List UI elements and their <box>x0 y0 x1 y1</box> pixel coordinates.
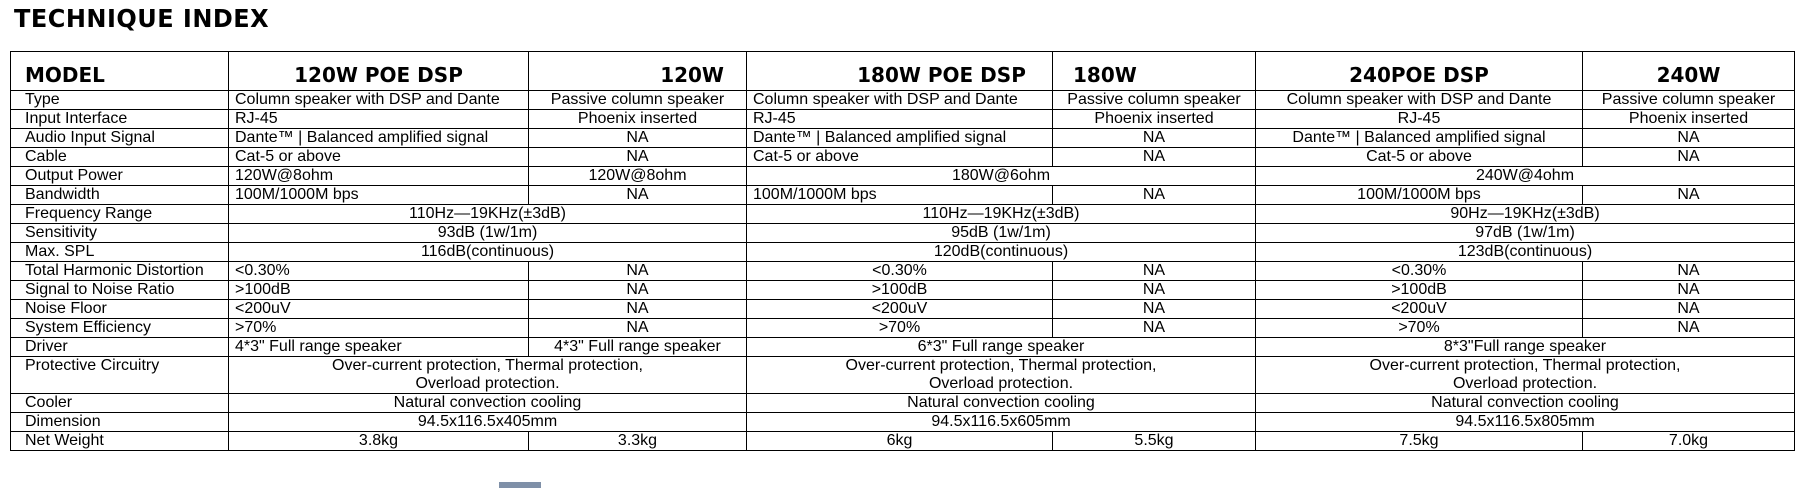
table-cell: 7.5kg <box>1256 432 1583 451</box>
table-cell <box>229 357 747 394</box>
table-cell: Cat-5 or above <box>1256 148 1583 167</box>
table-row-system-efficiency <box>11 319 1795 338</box>
cell-line: Overload protection. <box>415 375 560 392</box>
cell-line: Over-current protection, Thermal protection, <box>1369 357 1681 374</box>
table-row-dimension <box>11 413 1795 432</box>
table-cell: Passive column speaker <box>1053 91 1256 110</box>
table-cell: 240W@4ohm <box>1256 167 1795 186</box>
table-cell: <0.30% <box>747 262 1053 281</box>
table-cell: NA <box>1053 262 1256 281</box>
table-row-cooler <box>11 394 1795 413</box>
page-title: TECHNIQUE INDEX <box>14 4 270 33</box>
table-cell: 6*3" Full range speaker <box>747 338 1256 357</box>
table-cell: Dante™ | Balanced amplified signal <box>229 129 529 148</box>
table-cell: NA <box>529 186 747 205</box>
table-cell: 7.0kg <box>1583 432 1795 451</box>
table-cell: <200uV <box>747 300 1053 319</box>
table-cell: NA <box>1583 262 1795 281</box>
table-cell: Natural convection cooling <box>747 394 1256 413</box>
table-cell: 120dB(continuous) <box>747 243 1256 262</box>
table-cell: 5.5kg <box>1053 432 1256 451</box>
table-cell: 110Hz—19KHz(±3dB) <box>747 205 1256 224</box>
table-cell: NA <box>529 319 747 338</box>
table-cell: 4*3" Full range speaker <box>529 338 747 357</box>
cell-line: Over-current protection, Thermal protection, <box>332 357 643 374</box>
table-row-protective-circuitry <box>11 357 1795 394</box>
table-cell: 116dB(continuous) <box>229 243 747 262</box>
row-label: Total Harmonic Distortion <box>11 262 229 281</box>
table-cell: >100dB <box>1256 281 1583 300</box>
row-label: Protective Circuitry <box>11 357 229 394</box>
table-cell: <0.30% <box>1256 262 1583 281</box>
row-label: Audio Input Signal <box>11 129 229 148</box>
table-cell: 3.8kg <box>229 432 529 451</box>
table-cell: 180W@6ohm <box>747 167 1256 186</box>
table-cell: 94.5x116.5x605mm <box>747 413 1256 432</box>
table-cell: NA <box>1053 300 1256 319</box>
table-cell: NA <box>1053 148 1256 167</box>
table-cell: 94.5x116.5x405mm <box>229 413 747 432</box>
table-cell: <200uV <box>229 300 529 319</box>
table-cell: Column speaker with DSP and Dante <box>1256 91 1583 110</box>
table-cell: <200uV <box>1256 300 1583 319</box>
table-cell: 90Hz—19KHz(±3dB) <box>1256 205 1795 224</box>
table-cell: RJ-45 <box>1256 110 1583 129</box>
table-cell: NA <box>1583 148 1795 167</box>
table-row-bandwidth <box>11 186 1795 205</box>
header-240w: 240W <box>1583 52 1795 91</box>
header-model: MODEL <box>11 52 229 91</box>
table-row-noise-floor <box>11 300 1795 319</box>
table-cell: 100M/1000M bps <box>229 186 529 205</box>
table-cell: 100M/1000M bps <box>747 186 1053 205</box>
table-cell: 94.5x116.5x805mm <box>1256 413 1795 432</box>
table-cell: Phoenix inserted <box>1053 110 1256 129</box>
table-cell: >70% <box>747 319 1053 338</box>
table-cell: >70% <box>229 319 529 338</box>
scroll-indicator[interactable] <box>499 482 541 488</box>
header-120w: 120W <box>529 52 747 91</box>
row-label: Input Interface <box>11 110 229 129</box>
table-cell: 3.3kg <box>529 432 747 451</box>
table-cell: NA <box>1053 281 1256 300</box>
row-label: System Efficiency <box>11 319 229 338</box>
table-cell: Column speaker with DSP and Dante <box>747 91 1053 110</box>
table-cell: NA <box>1053 129 1256 148</box>
table-cell: >70% <box>1256 319 1583 338</box>
table-cell <box>747 357 1256 394</box>
table-cell: NA <box>1583 319 1795 338</box>
row-label: Cooler <box>11 394 229 413</box>
table-cell: NA <box>529 262 747 281</box>
row-label: Sensitivity <box>11 224 229 243</box>
table-cell: NA <box>529 129 747 148</box>
table-row-frequency-range <box>11 205 1795 224</box>
row-label: Net Weight <box>11 432 229 451</box>
table-cell: 93dB (1w/1m) <box>229 224 747 243</box>
table-row-snr <box>11 281 1795 300</box>
table-cell: NA <box>529 148 747 167</box>
table-row-type <box>11 91 1795 110</box>
row-label: Max. SPL <box>11 243 229 262</box>
table-cell: Phoenix inserted <box>529 110 747 129</box>
technique-index-table <box>10 51 1795 451</box>
table-cell: Column speaker with DSP and Dante <box>229 91 529 110</box>
header-120w-poe-dsp: 120W POE DSP <box>229 52 529 91</box>
row-label: Type <box>11 91 229 110</box>
table-cell: 123dB(continuous) <box>1256 243 1795 262</box>
table-cell: NA <box>1583 186 1795 205</box>
table-header-row <box>11 52 1795 91</box>
table-cell <box>1256 357 1795 394</box>
table-cell: NA <box>1583 129 1795 148</box>
table-cell: RJ-45 <box>229 110 529 129</box>
header-180w: 180W <box>1053 52 1256 91</box>
header-180w-poe-dsp: 180W POE DSP <box>747 52 1053 91</box>
table-cell: >100dB <box>747 281 1053 300</box>
table-row-driver <box>11 338 1795 357</box>
table-cell: Phoenix inserted <box>1583 110 1795 129</box>
row-label: Signal to Noise Ratio <box>11 281 229 300</box>
table-cell: Dante™ | Balanced amplified signal <box>747 129 1053 148</box>
table-cell: RJ-45 <box>747 110 1053 129</box>
cell-line: Overload protection. <box>928 375 1074 392</box>
table-cell: NA <box>1583 300 1795 319</box>
table-row-thd <box>11 262 1795 281</box>
row-label: Noise Floor <box>11 300 229 319</box>
table-cell: <0.30% <box>229 262 529 281</box>
table-cell: Cat-5 or above <box>229 148 529 167</box>
cell-line: Overload protection. <box>1452 375 1598 392</box>
header-240poe-dsp: 240POE DSP <box>1256 52 1583 91</box>
table-cell: NA <box>1583 281 1795 300</box>
table-row-cable <box>11 148 1795 167</box>
table-row-max-spl <box>11 243 1795 262</box>
table-row-sensitivity <box>11 224 1795 243</box>
table-cell: Dante™ | Balanced amplified signal <box>1256 129 1583 148</box>
table-cell: 8*3"Full range speaker <box>1256 338 1795 357</box>
table-cell: 6kg <box>747 432 1053 451</box>
table-cell: 97dB (1w/1m) <box>1256 224 1795 243</box>
table-cell: 120W@8ohm <box>229 167 529 186</box>
row-label: Cable <box>11 148 229 167</box>
table-cell: Natural convection cooling <box>229 394 747 413</box>
row-label: Dimension <box>11 413 229 432</box>
table-cell: 120W@8ohm <box>529 167 747 186</box>
table-cell: NA <box>1053 319 1256 338</box>
table-cell: NA <box>529 281 747 300</box>
table-cell: NA <box>1053 186 1256 205</box>
table-row-audio-input-signal <box>11 129 1795 148</box>
row-label: Output Power <box>11 167 229 186</box>
table-cell: >100dB <box>229 281 529 300</box>
table-cell: 100M/1000M bps <box>1256 186 1583 205</box>
table-row-net-weight <box>11 432 1795 451</box>
table-cell: Cat-5 or above <box>747 148 1053 167</box>
row-label: Bandwidth <box>11 186 229 205</box>
table-cell: Passive column speaker <box>529 91 747 110</box>
table-cell: Passive column speaker <box>1583 91 1795 110</box>
table-cell: 110Hz—19KHz(±3dB) <box>229 205 747 224</box>
row-label: Frequency Range <box>11 205 229 224</box>
cell-line: Over-current protection, Thermal protection, <box>845 357 1157 374</box>
table-cell: 95dB (1w/1m) <box>747 224 1256 243</box>
table-cell: NA <box>529 300 747 319</box>
row-label: Driver <box>11 338 229 357</box>
table-row-output-power <box>11 167 1795 186</box>
table-row-input-interface <box>11 110 1795 129</box>
table-cell: 4*3" Full range speaker <box>229 338 529 357</box>
table-cell: Natural convection cooling <box>1256 394 1795 413</box>
